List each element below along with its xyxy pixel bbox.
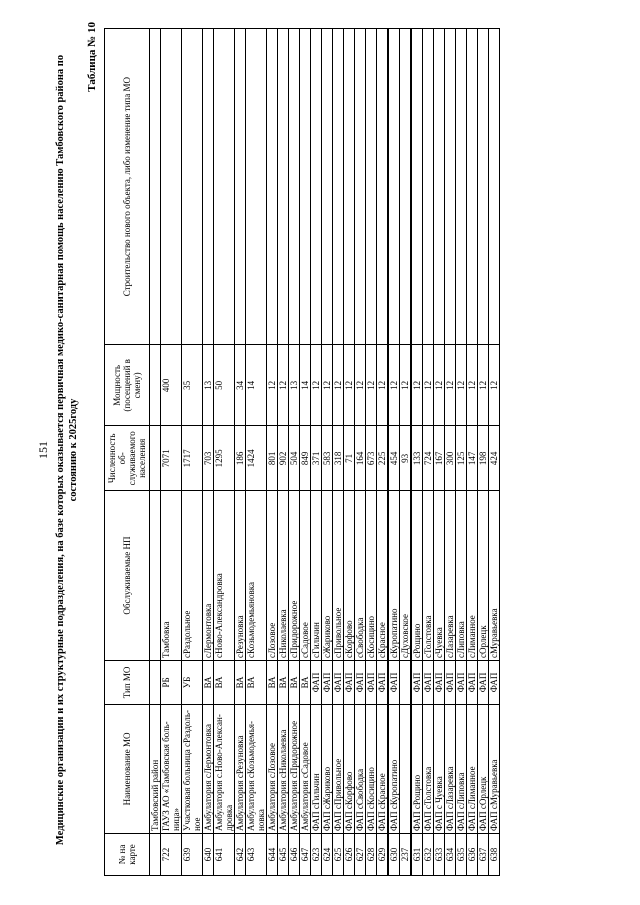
cell-build — [150, 29, 161, 345]
cell-name: ФАП сЛиманное — [467, 704, 478, 833]
cell-num: 237 — [400, 833, 412, 875]
table-row — [400, 29, 412, 876]
table-row — [388, 29, 400, 876]
cell-num: 645 — [278, 833, 289, 875]
cell-pop — [150, 426, 161, 491]
table-row — [445, 29, 456, 876]
table-row — [434, 29, 445, 876]
cell-type: ФАП — [478, 660, 489, 704]
cell-name: ФАП сКуропатино — [388, 704, 400, 833]
cell-cap: 12 — [311, 345, 322, 426]
cell-name: Участковая больница сРаздоль-ное — [182, 704, 203, 833]
table-row — [214, 29, 235, 876]
cell-cap: 12 — [278, 345, 289, 426]
header-cap: Мощность (посещений в смену) — [105, 345, 150, 426]
cell-build — [456, 29, 467, 345]
cell-np: сПривольное — [333, 491, 344, 661]
cell-type: ВА — [235, 660, 246, 704]
cell-cap: 12 — [322, 345, 333, 426]
cell-cap — [150, 345, 161, 426]
table-row — [300, 29, 311, 876]
table-row — [246, 29, 267, 876]
cell-type: ВА — [278, 660, 289, 704]
cell-pop: 125 — [456, 426, 467, 491]
cell-pop: 454 — [388, 426, 400, 491]
page-number: 151 — [36, 441, 50, 459]
cell-build — [300, 29, 311, 345]
cell-build — [467, 29, 478, 345]
cell-num: 637 — [478, 833, 489, 875]
table-row — [161, 29, 182, 876]
cell-cap: 12 — [355, 345, 366, 426]
cell-np: сЛиманное — [467, 491, 478, 661]
cell-pop: 198 — [478, 426, 489, 491]
cell-build — [445, 29, 456, 345]
cell-num: 640 — [203, 833, 214, 875]
cell-type: ФАП — [366, 660, 377, 704]
cell-pop: 300 — [445, 426, 456, 491]
cell-type: ФАП — [489, 660, 500, 704]
cell-build — [489, 29, 500, 345]
cell-name: ФАП с Чуевка — [434, 704, 445, 833]
cell-pop: 849 — [300, 426, 311, 491]
table-row — [182, 29, 203, 876]
table-header-row — [105, 29, 150, 876]
table-row — [289, 29, 300, 876]
cell-pop: 424 — [489, 426, 500, 491]
cell-cap: 34 — [235, 345, 246, 426]
cell-build — [246, 29, 267, 345]
cell-name: ФАП сСвободка — [355, 704, 366, 833]
cell-type: ФАП — [411, 660, 423, 704]
cell-type: ВА — [203, 660, 214, 704]
cell-build — [322, 29, 333, 345]
table-row — [278, 29, 289, 876]
cell-name: ФАП сЖариково — [322, 704, 333, 833]
table-row — [489, 29, 500, 876]
cell-cap: 12 — [467, 345, 478, 426]
cell-type: ФАП — [355, 660, 366, 704]
cell-np: сПридорожное — [289, 491, 300, 661]
cell-num: 646 — [289, 833, 300, 875]
cell-name: ГАУЗ АО «Тамбовская боль-ница» — [161, 704, 182, 833]
cell-pop: 703 — [203, 426, 214, 491]
cell-type — [150, 660, 161, 704]
cell-build — [423, 29, 434, 345]
cell-cap: 12 — [489, 345, 500, 426]
cell-type: ФАП — [322, 660, 333, 704]
cell-cap: 12 — [267, 345, 278, 426]
header-np: Обслуживаемые НП — [105, 491, 150, 661]
cell-np: сЛермонтовка — [203, 491, 214, 661]
cell-num: 629 — [377, 833, 389, 875]
cell-pop: 147 — [467, 426, 478, 491]
table-row — [366, 29, 377, 876]
cell-cap: 12 — [388, 345, 400, 426]
cell-type: ФАП — [377, 660, 389, 704]
data-table — [104, 28, 500, 876]
cell-np: сКрасное — [377, 491, 389, 661]
cell-np: сНово-Александровка — [214, 491, 235, 661]
cell-num: 632 — [423, 833, 434, 875]
cell-num: 643 — [246, 833, 267, 875]
table-row — [355, 29, 366, 876]
cell-name: ФАП сКосицино — [366, 704, 377, 833]
cell-build — [355, 29, 366, 345]
cell-type: ФАП — [456, 660, 467, 704]
cell-num: 639 — [182, 833, 203, 875]
cell-np: сСадовое — [300, 491, 311, 661]
cell-name: Амбулатория сПридорожное — [289, 704, 300, 833]
header-name: Наименование МО — [105, 704, 150, 833]
cell-num: 636 — [467, 833, 478, 875]
cell-pop: 504 — [289, 426, 300, 491]
cell-num: 647 — [300, 833, 311, 875]
cell-num: 633 — [434, 833, 445, 875]
cell-np: сРощино — [411, 491, 423, 661]
cell-cap: 12 — [423, 345, 434, 426]
cell-name: ФАП сРощино — [411, 704, 423, 833]
cell-name: ФАП сГильчин — [311, 704, 322, 833]
cell-np: сНиколаевка — [278, 491, 289, 661]
cell-name: ФАП сПривольное — [333, 704, 344, 833]
cell-pop: 902 — [278, 426, 289, 491]
cell-np: сЖариково — [322, 491, 333, 661]
cell-num: 631 — [411, 833, 423, 875]
cell-type: ФАП — [333, 660, 344, 704]
cell-np: Тамбовка — [161, 491, 182, 661]
cell-type: ВА — [246, 660, 267, 704]
table-row — [344, 29, 355, 876]
cell-pop: 133 — [411, 426, 423, 491]
cell-cap: 35 — [182, 345, 203, 426]
cell-cap: 12 — [434, 345, 445, 426]
cell-np — [150, 491, 161, 661]
cell-np: сЛиповка — [456, 491, 467, 661]
cell-name: Тамбовский район — [150, 704, 161, 833]
cell-cap: 12 — [344, 345, 355, 426]
table-row — [333, 29, 344, 876]
rotated-page — [30, 20, 610, 880]
cell-num: 630 — [388, 833, 400, 875]
cell-pop: 1295 — [214, 426, 235, 491]
cell-build — [366, 29, 377, 345]
cell-np: сКозьмодемьяновка — [246, 491, 267, 661]
table-label: Таблица № 10 — [86, 22, 98, 92]
cell-num: 625 — [333, 833, 344, 875]
cell-np: сРезуновка — [235, 491, 246, 661]
cell-cap: 14 — [300, 345, 311, 426]
cell-np: сЛозовое — [267, 491, 278, 661]
cell-name: Амбулатория сЛозовое — [267, 704, 278, 833]
cell-np: сТолстовка — [423, 491, 434, 661]
cell-num: 634 — [445, 833, 456, 875]
cell-num: 642 — [235, 833, 246, 875]
cell-pop: 1717 — [182, 426, 203, 491]
cell-type: ФАП — [388, 660, 400, 704]
table-row — [411, 29, 423, 876]
cell-build — [388, 29, 400, 345]
cell-pop: 7071 — [161, 426, 182, 491]
cell-np: сЛазаревка — [445, 491, 456, 661]
cell-num: 626 — [344, 833, 355, 875]
cell-build — [235, 29, 246, 345]
cell-build — [267, 29, 278, 345]
cell-num: 627 — [355, 833, 366, 875]
cell-name: ФАП сТолстовка — [423, 704, 434, 833]
cell-num: 644 — [267, 833, 278, 875]
cell-build — [161, 29, 182, 345]
cell-np: сГильчин — [311, 491, 322, 661]
cell-pop: 167 — [434, 426, 445, 491]
cell-type: ВА — [300, 660, 311, 704]
cell-type: ФАП — [311, 660, 322, 704]
cell-name: Амбулатория с.Ново-Алексан-дровка — [214, 704, 235, 833]
cell-name: ФАП сОрлецк — [478, 704, 489, 833]
cell-name: ФАП сЛиповка — [456, 704, 467, 833]
cell-cap: 400 — [161, 345, 182, 426]
cell-name: ФАП сКрасное — [377, 704, 389, 833]
cell-np: сКорфово — [344, 491, 355, 661]
cell-build — [478, 29, 489, 345]
cell-type: ФАП — [423, 660, 434, 704]
cell-pop: 673 — [366, 426, 377, 491]
cell-pop: 71 — [344, 426, 355, 491]
cell-np: сСвободка — [355, 491, 366, 661]
cell-name: Амбулатория сНиколаевка — [278, 704, 289, 833]
header-pop: Численность об-служиваемого населения — [105, 426, 150, 491]
header-num: № на карте — [105, 833, 150, 875]
cell-build — [214, 29, 235, 345]
cell-cap: 12 — [400, 345, 412, 426]
cell-np: сКуропатино — [388, 491, 400, 661]
table-row — [203, 29, 214, 876]
cell-name: ФАП сКорфово — [344, 704, 355, 833]
cell-name: ФАП сМуравьевка — [489, 704, 500, 833]
cell-cap: 12 — [445, 345, 456, 426]
table-row — [377, 29, 389, 876]
table-row — [235, 29, 246, 876]
cell-np: сМуравьевка — [489, 491, 500, 661]
cell-build — [289, 29, 300, 345]
cell-type: ВА — [214, 660, 235, 704]
cell-type: РБ — [161, 660, 182, 704]
cell-cap: 12 — [478, 345, 489, 426]
cell-pop: 724 — [423, 426, 434, 491]
cell-name: Амбулатория сКозьмодемья-новка — [246, 704, 267, 833]
table-row — [150, 29, 161, 876]
cell-cap: 13 — [289, 345, 300, 426]
cell-np: сРаздольное — [182, 491, 203, 661]
cell-cap: 12 — [411, 345, 423, 426]
cell-build — [344, 29, 355, 345]
cell-num — [150, 833, 161, 875]
cell-pop: 371 — [311, 426, 322, 491]
cell-type: ФАП — [344, 660, 355, 704]
cell-cap: 12 — [456, 345, 467, 426]
cell-name: Амбулатория сЛермонтовка — [203, 704, 214, 833]
cell-np: сОрлецк — [478, 491, 489, 661]
cell-pop: 225 — [377, 426, 389, 491]
table-row — [322, 29, 333, 876]
cell-num: 722 — [161, 833, 182, 875]
cell-num: 624 — [322, 833, 333, 875]
cell-cap: 50 — [214, 345, 235, 426]
table-row — [478, 29, 489, 876]
cell-type: ВА — [289, 660, 300, 704]
cell-cap: 12 — [366, 345, 377, 426]
cell-num: 641 — [214, 833, 235, 875]
cell-name — [400, 704, 412, 833]
table-row — [423, 29, 434, 876]
cell-name: Амбулатория сСадовое — [300, 704, 311, 833]
cell-build — [400, 29, 412, 345]
cell-type: ФАП — [445, 660, 456, 704]
table-row — [267, 29, 278, 876]
cell-name: ФАП сЛазаревка — [445, 704, 456, 833]
cell-np: сДуховское — [400, 491, 412, 661]
header-type: Тип МО — [105, 660, 150, 704]
cell-pop: 583 — [322, 426, 333, 491]
cell-type: ВА — [267, 660, 278, 704]
cell-build — [182, 29, 203, 345]
table-body — [150, 29, 500, 876]
cell-pop: 164 — [355, 426, 366, 491]
cell-type: УБ — [182, 660, 203, 704]
cell-num: 638 — [489, 833, 500, 875]
cell-cap: 14 — [246, 345, 267, 426]
cell-name: Амбулатория сРезуновка — [235, 704, 246, 833]
cell-pop: 186 — [235, 426, 246, 491]
cell-np: сЧуевка — [434, 491, 445, 661]
cell-pop: 801 — [267, 426, 278, 491]
cell-type: ФАП — [467, 660, 478, 704]
cell-build — [377, 29, 389, 345]
cell-pop: 318 — [333, 426, 344, 491]
cell-num: 623 — [311, 833, 322, 875]
table-row — [456, 29, 467, 876]
cell-pop: 1424 — [246, 426, 267, 491]
cell-build — [434, 29, 445, 345]
cell-num: 628 — [366, 833, 377, 875]
header-build: Строительство нового объекта, либо изменение типа МО — [105, 29, 150, 345]
cell-cap: 13 — [203, 345, 214, 426]
cell-type — [400, 660, 412, 704]
cell-np: сКосицино — [366, 491, 377, 661]
document-title: Медицинские организации и их структурные подразделения, на базе которых оказывается первичная медико-санитарная помощь населению Тамбовского района по состоянию к 2025году — [55, 54, 79, 846]
table-row — [467, 29, 478, 876]
cell-cap: 12 — [333, 345, 344, 426]
cell-cap: 12 — [377, 345, 389, 426]
table-row — [311, 29, 322, 876]
cell-num: 635 — [456, 833, 467, 875]
cell-build — [411, 29, 423, 345]
cell-build — [203, 29, 214, 345]
cell-pop: 93 — [400, 426, 412, 491]
cell-build — [278, 29, 289, 345]
cell-type: ФАП — [434, 660, 445, 704]
cell-build — [333, 29, 344, 345]
cell-build — [311, 29, 322, 345]
